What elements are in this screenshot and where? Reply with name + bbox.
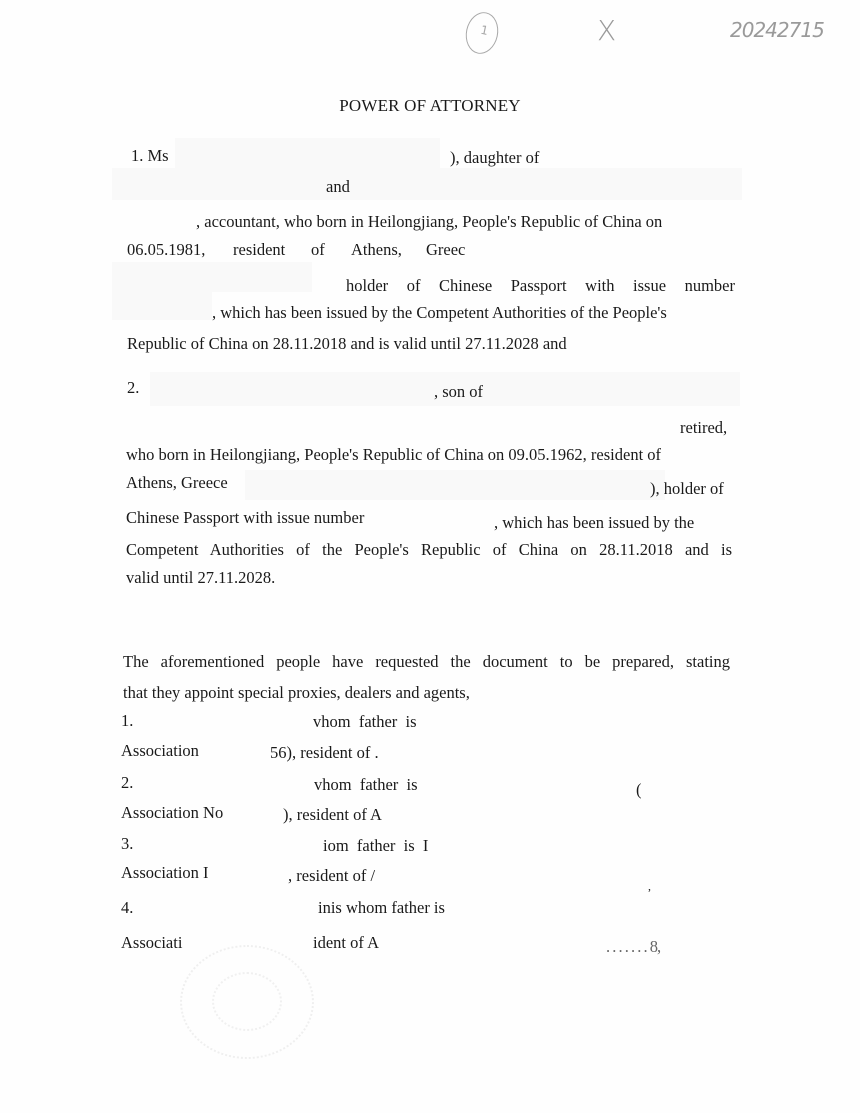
principal-2-son-of: , son of <box>434 382 484 401</box>
agent-2-extra: ( <box>636 780 642 799</box>
principal-1-passport-holder: holder of Chinese Passport with issue number <box>346 276 735 295</box>
agent-4-resident: ident of A <box>313 933 379 952</box>
redaction-box <box>112 290 212 320</box>
handwritten-x-mark: X <box>597 14 617 47</box>
agent-2-association: Association No <box>121 803 224 822</box>
principal-1-athens: Athens, <box>351 240 402 259</box>
principal-2-authorities: Competent Authorities of the People's Republic of China on 28.11.2018 and is <box>126 540 732 559</box>
agent-3-resident: , resident of / <box>288 866 376 885</box>
principal-1-resident: resident <box>233 240 286 259</box>
principal-1-occupation-birth: , accountant, who born in Heilongjiang, People's Republic of China on <box>196 212 663 231</box>
agent-3-number: 3. <box>121 834 134 853</box>
principal-2-retired: retired, <box>680 418 728 437</box>
principal-2-number: 2. <box>127 378 140 397</box>
circled-digit: 1 <box>479 22 490 39</box>
redaction-box <box>175 138 440 172</box>
agent-3-father: iom father is I <box>323 836 429 855</box>
principal-2-validity: valid until 27.11.2028. <box>126 568 276 587</box>
document-title: POWER OF ATTORNEY <box>339 96 521 115</box>
agent-2-number: 2. <box>121 773 134 792</box>
agent-4-number: 4. <box>121 898 134 917</box>
agent-1-father: vhom father is <box>313 712 417 731</box>
agent-4-extra: . . . . . . . 8, <box>606 937 661 956</box>
agent-3-extra: , <box>648 879 651 893</box>
appointment-line-2: that they appoint special proxies, dealers and agents, <box>123 683 470 702</box>
principal-1-issued-by: , which has been issued by the Competent Authorities of the People's <box>212 303 667 322</box>
stamp-inner-ring <box>212 972 282 1031</box>
agent-2-resident: ), resident of A <box>283 805 382 824</box>
circled-page-number <box>462 9 502 57</box>
agent-1-number: 1. <box>121 711 134 730</box>
principal-1-daughter-of: ), daughter of <box>450 148 540 167</box>
agent-3-association: Association I <box>121 863 209 882</box>
principal-1-greece: Greec <box>426 240 466 259</box>
agent-4-father: inis whom father is <box>318 898 445 917</box>
handwritten-reference-number: 20242715 <box>730 18 824 42</box>
agent-2-father: vhom father is <box>314 775 418 794</box>
principal-2-holder-of: ), holder of <box>650 479 724 498</box>
principal-2-issued-by: , which has been issued by the <box>494 513 695 532</box>
agent-1-association: Association <box>121 741 199 760</box>
agent-1-resident: 56), resident of . <box>270 743 379 762</box>
agent-4-association: Associati <box>121 933 183 952</box>
principal-1-number: 1. Ms <box>131 146 169 165</box>
appointment-line-1: The aforementioned people have requested the document to be prepared, stating <box>123 652 730 671</box>
faint-official-stamp <box>180 945 314 1059</box>
redaction-box <box>112 168 742 200</box>
principal-1-validity: Republic of China on 28.11.2018 and is valid until 27.11.2028 and <box>127 334 567 353</box>
principal-1-and: and <box>326 177 350 196</box>
principal-1-of: of <box>311 240 325 259</box>
principal-1-birth-date: 06.05.1981, <box>127 240 206 259</box>
principal-2-athens-greece: Athens, Greece <box>126 473 228 492</box>
principal-2-passport: Chinese Passport with issue number <box>126 508 365 527</box>
redaction-box <box>112 262 312 292</box>
principal-2-birth: who born in Heilongjiang, People's Republic of China on 09.05.1962, resident of <box>126 445 662 464</box>
redaction-box <box>245 470 665 500</box>
